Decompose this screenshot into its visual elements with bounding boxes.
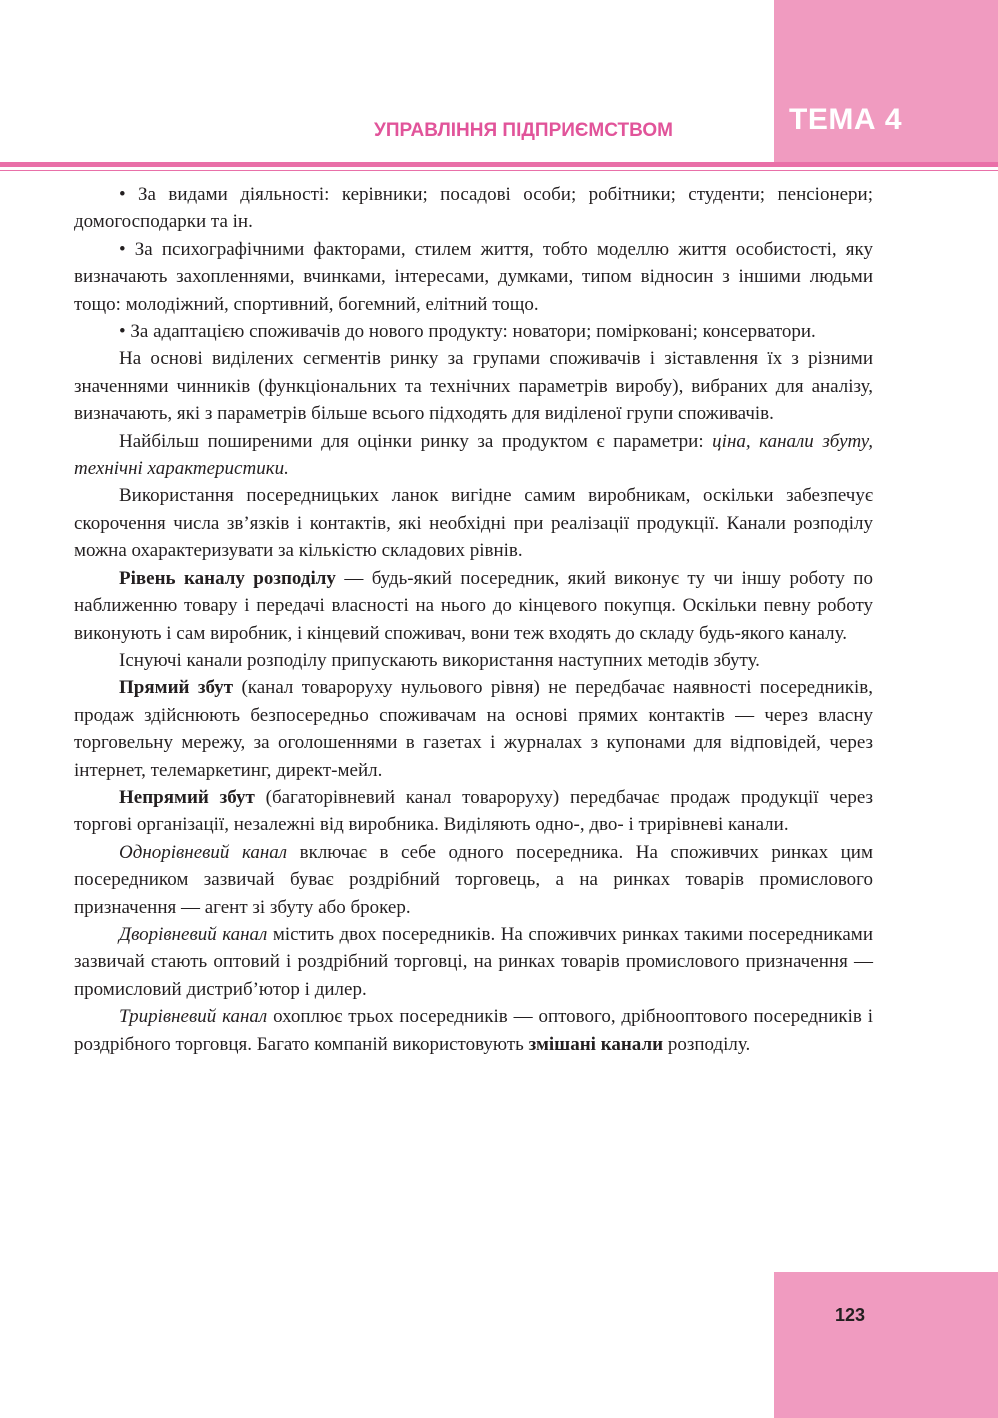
paragraph-text: розподілу. xyxy=(663,1033,751,1055)
paragraph-three-level xyxy=(74,1003,873,1058)
paragraph-parameters xyxy=(74,428,873,483)
chapter-tab xyxy=(774,0,998,162)
footer-tab xyxy=(774,1272,998,1418)
paragraph-bullet-activity xyxy=(74,181,873,236)
paragraph-one-level xyxy=(74,839,873,921)
paragraph-channel-level xyxy=(74,565,873,647)
paragraph-methods xyxy=(74,647,873,674)
page-body xyxy=(74,181,873,1058)
italic-term: ціна, канали збуту, технічні характеристики. xyxy=(74,430,873,480)
paragraph-text: містить двох посередників. На споживчих ринках такими посередниками зазвичай стають оптовий і роздрібний торговці, на ринках товарів промислового призначення — промисловий дистриб’ютор і дилер. xyxy=(74,923,873,1000)
paragraph-text: Існуючі канали розподілу припускають використання наступних методів збуту. xyxy=(119,649,760,671)
italic-term: Трирівневий канал xyxy=(119,1006,268,1028)
paragraph-text: Використання посередницьких ланок вигідне самим виробникам, оскільки забезпечує скорочення числа зв’язків і контактів, які необхідні при реалізації продукції. Канали розподілу можна охарактеризувати за кількістю складових рівнів. xyxy=(74,485,873,562)
paragraph-bullet-psychographic xyxy=(74,236,873,318)
chapter-tab-label: ТЕМА 4 xyxy=(789,103,903,136)
header-rule-thin xyxy=(0,170,998,171)
paragraph-indirect-sales xyxy=(74,784,873,839)
italic-term: Дворівневий канал xyxy=(119,923,268,945)
paragraph-text: (канал товароруху нульового рівня) не передбачає наявності посередників, продаж здійснюють безпосередньо споживачам на основі прямих контактів — через власну торговельну мережу, за оголошеннями в газетах і журналах з купонами для відповідей, через інтернет, телемаркетинг, директ-мейл. xyxy=(74,677,873,781)
paragraph-text: включає в себе одного посередника. На споживчих ринках цим посередником зазвичай буває роздрібний торговець, а на ринках товарів промислового призначення — агент зі збуту або брокер. xyxy=(74,841,873,918)
paragraph-text: • За адаптацією споживачів до нового продукту: новатори; помірковані; консерватори. xyxy=(119,321,816,343)
paragraph-text: • За психографічними факторами, стилем життя, тобто моделлю життя особистості, яку визначають захопленнями, вчинками, інтересами, думками, типом відносин з іншими людьми тощо: молодіжний, спортивний, богемний, елітний тощо. xyxy=(74,238,873,315)
paragraph-bullet-adaptation xyxy=(74,318,873,345)
bold-term: Прямий збут xyxy=(119,677,234,699)
paragraph-text: На основі виділених сегментів ринку за групами споживачів і зіставлення їх з різними значеннями чинників (функціональних та технічних параметрів виробу), вибраних для аналізу, визначають, які з параметрів більше всього підходять для виділеної групи споживачів. xyxy=(74,348,873,425)
section-title: УПРАВЛІННЯ ПІДПРИЄМСТВОМ xyxy=(374,120,673,141)
paragraph-direct-sales xyxy=(74,674,873,784)
page-number: 123 xyxy=(834,1305,866,1325)
paragraph-text: (багаторівневий канал товароруху) передбачає продаж продукції через торгові організації, незалежні від виробника. Виділяють одно-, дво- і трирівневі канали. xyxy=(74,786,873,836)
paragraph-two-level xyxy=(74,921,873,1003)
bold-term: Рівень каналу розподілу xyxy=(119,567,336,589)
paragraph-segments xyxy=(74,345,873,427)
header-rule xyxy=(0,162,998,167)
paragraph-text: — будь-який посередник, який виконує ту чи іншу роботу по наближенню товару і передачі власності на нього до кінцевого покупця. Оскільки певну роботу виконують і сам виробник, і кінцевий споживач, вони теж входять до складу будь-якого каналу. xyxy=(74,567,873,644)
paragraph-text: охоплює трьох посередників — оптового, дрібнооптового посередників і роздрібного торговця. Багато компаній використовують xyxy=(74,1006,873,1055)
paragraph-intermediaries xyxy=(74,482,873,564)
italic-term: Однорівневий канал xyxy=(119,841,288,863)
bold-term: Непрямий збут xyxy=(119,786,255,808)
paragraph-text: • За видами діяльності: керівники; посадові особи; робітники; студенти; пенсіонери; домогосподарки та ін. xyxy=(74,184,873,233)
bold-term: змішані канали xyxy=(528,1033,664,1055)
paragraph-text: Найбільш поширеними для оцінки ринку за продуктом є параметри: xyxy=(119,430,713,452)
